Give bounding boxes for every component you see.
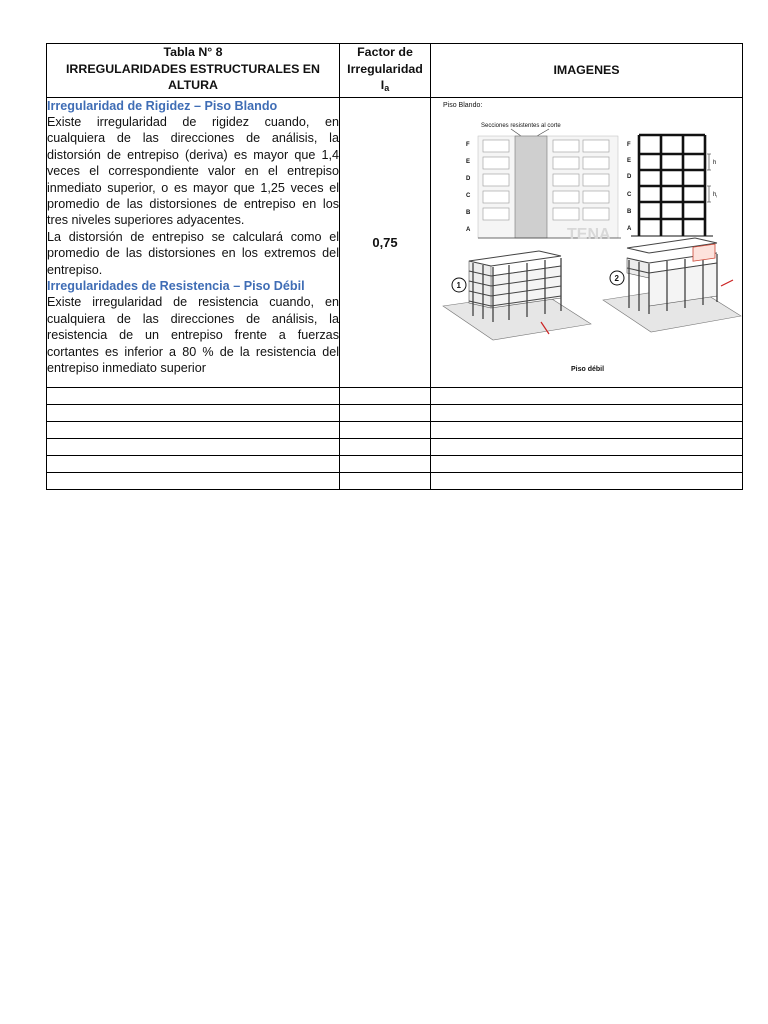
floor-label-left: D [466, 175, 471, 182]
factor-value: 0,75 [372, 234, 398, 250]
empty-cell [47, 387, 340, 404]
floor-label-left: B [466, 209, 471, 216]
floor-label-left: F [466, 141, 470, 148]
heading-piso-blando: Irregularidad de Rigidez – Piso Blando [47, 98, 278, 113]
empty-cell [431, 438, 743, 455]
floor-label-left: E [466, 158, 471, 165]
irregularities-table [46, 43, 743, 490]
image-cell [431, 97, 743, 387]
empty-cell [340, 404, 431, 421]
table-header-row [47, 44, 743, 98]
floor-label-right: C [627, 191, 632, 198]
sections-label: Secciones resistentes al corte [481, 122, 561, 129]
header-factor-line: Factor de [357, 45, 413, 59]
building-number-1: 1 [456, 280, 461, 290]
structural-irregularity-illustration [431, 98, 743, 382]
table-row-empty [47, 455, 743, 472]
floor-label-right: B [627, 208, 632, 215]
paragraph-distorsion: La distorsión de entrepiso se calculará como el promedio de las distorsiones en los extremos del entrepiso. [47, 229, 339, 277]
paragraph-rigidez: Existe irregularidad de rigidez cuando, en cualquiera de las direcciones de análisis, la distorsión de entrepiso (deriva) es mayor que 1,4 veces el correspondiente valor en el entrepiso inmediato superior, o es mayor que 1,25 veces el promedio de las distorsiones de entrepiso en los tres niveles superiores adyacentes. [47, 114, 339, 228]
table-row-empty [47, 472, 743, 489]
empty-cell [47, 404, 340, 421]
table-row-empty [47, 438, 743, 455]
header-col-irregularidades [47, 44, 340, 98]
heading-piso-debil: Irregularidades de Resistencia – Piso Débil [47, 278, 305, 293]
header-col-imagenes [431, 44, 743, 98]
factor-symbol: I [380, 78, 385, 92]
floor-label-left: C [466, 192, 471, 199]
building-1-illustration [443, 251, 591, 340]
floor-label-right: A [627, 225, 632, 232]
table-row [47, 97, 743, 387]
caption-piso-debil: Piso débil [571, 365, 605, 373]
watermark: TENA [567, 225, 611, 243]
empty-cell [431, 387, 743, 404]
empty-cell [431, 455, 743, 472]
caption-piso-blando: Piso Blando: [443, 101, 483, 109]
soft-story-elevation [466, 123, 621, 238]
empty-cell [431, 421, 743, 438]
paragraph-resistencia: Existe irregularidad de resistencia cuando, en cualquiera de las direcciones de análisis, la resistencia de un entrepiso frente a fuerzas cortantes es inferior a 80 % de la resistencia del entrepiso inmediato superior [47, 295, 339, 375]
header-factor-symbol [340, 77, 430, 97]
header-title-line: IRREGULARIDADES ESTRUCTURALES EN [65, 61, 321, 76]
empty-cell [431, 404, 743, 421]
table-row-empty [47, 387, 743, 404]
frame-elevation [627, 135, 717, 236]
factor-value-cell [340, 97, 431, 387]
header-images-title: IMAGENES [553, 63, 620, 77]
empty-cell [340, 421, 431, 438]
empty-cell [431, 472, 743, 489]
empty-cell [47, 455, 340, 472]
empty-cell [47, 438, 340, 455]
building-number-2: 2 [614, 273, 619, 283]
header-title-line: ALTURA [167, 78, 218, 92]
building-2-illustration [603, 238, 741, 332]
empty-cell [47, 421, 340, 438]
hi-label: $h_i$ [713, 191, 718, 198]
empty-cell [47, 472, 340, 489]
empty-cell [340, 455, 431, 472]
floor-label-left: A [466, 226, 471, 233]
floor-label-right: F [627, 141, 631, 148]
header-col-factor [340, 44, 431, 98]
empty-cell [340, 438, 431, 455]
factor-subscript: a [384, 83, 390, 93]
table-row-empty [47, 404, 743, 421]
floor-label-right: D [627, 173, 632, 180]
table-number: Tabla N° 8 [163, 45, 223, 59]
description-cell [47, 97, 340, 387]
header-factor-line: Irregularidad [347, 61, 423, 76]
table-row-empty [47, 421, 743, 438]
h-label: h [713, 159, 717, 166]
floor-label-right: E [627, 157, 632, 164]
empty-cell [340, 387, 431, 404]
empty-cell [340, 472, 431, 489]
